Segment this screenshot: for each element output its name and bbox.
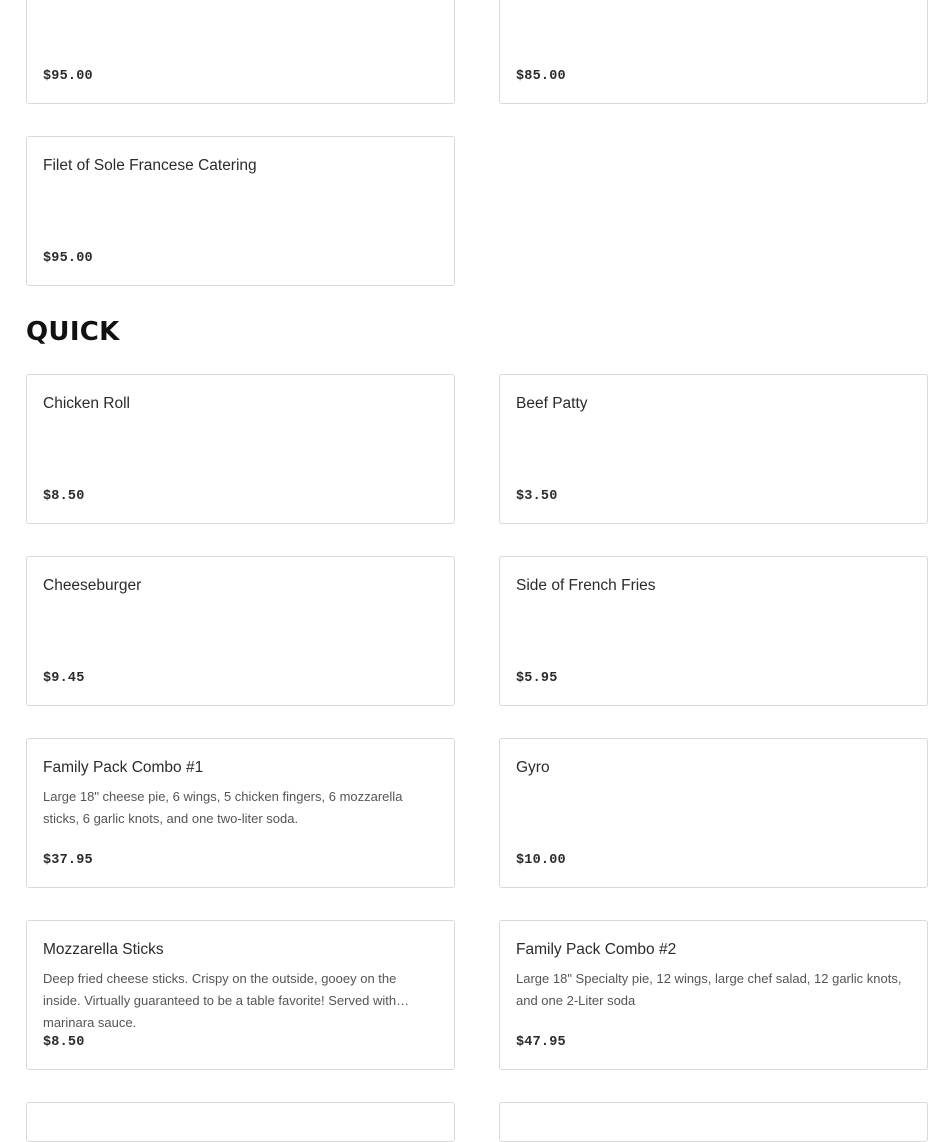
item-price: $9.45	[43, 671, 85, 686]
menu-item-card[interactable]	[26, 920, 455, 1070]
menu-item-card[interactable]	[499, 1102, 928, 1142]
menu-item-card[interactable]	[499, 920, 928, 1070]
item-price: $47.95	[516, 1035, 566, 1050]
menu-item-card[interactable]	[499, 0, 928, 104]
item-description: Large 18" Specialty pie, 12 wings, large chef salad, 12 garlic knots, and one 2-Liter soda	[516, 971, 902, 1008]
item-price: $10.00	[516, 853, 566, 868]
item-price: $8.50	[43, 1035, 85, 1050]
item-name: Mozzarella Sticks	[43, 941, 164, 958]
item-name: Filet of Sole Francese Catering	[43, 157, 257, 174]
item-description: Deep fried cheese sticks. Crispy on the outside, gooey on the inside. Virtually guaranteed to be a table favorite! Served with marinara sauce.	[43, 971, 397, 1030]
menu-item-card[interactable]	[26, 374, 455, 524]
menu-item-card[interactable]	[499, 738, 928, 888]
item-price: $37.95	[43, 853, 93, 868]
item-description: Large 18" cheese pie, 6 wings, 5 chicken fingers, 6 mozzarella sticks, 6 garlic knots, and one two-liter soda.	[43, 789, 403, 826]
menu-item-card[interactable]	[26, 1102, 455, 1142]
menu-item-card[interactable]	[499, 556, 928, 706]
item-price: $95.00	[43, 251, 93, 266]
item-price: $8.50	[43, 489, 85, 504]
menu-item-card[interactable]	[26, 738, 455, 888]
item-name: Chicken Roll	[43, 395, 131, 412]
item-price: $3.50	[516, 489, 558, 504]
item-name: Gyro	[516, 759, 550, 776]
menu-item-card[interactable]	[26, 556, 455, 706]
item-name: Family Pack Combo #1	[43, 759, 204, 776]
menu-item-card[interactable]	[26, 0, 455, 104]
item-name: Beef Patty	[516, 395, 588, 412]
item-name: Side of French Fries	[516, 577, 656, 594]
item-price: $5.95	[516, 671, 558, 686]
item-price: $85.00	[516, 69, 566, 84]
item-price: $95.00	[43, 69, 93, 84]
item-name: Cheeseburger	[43, 577, 142, 594]
section-title-quick: QUICK	[26, 317, 120, 347]
menu-item-card[interactable]	[499, 374, 928, 524]
menu-item-card[interactable]	[26, 136, 455, 286]
item-name: Family Pack Combo #2	[516, 941, 677, 958]
